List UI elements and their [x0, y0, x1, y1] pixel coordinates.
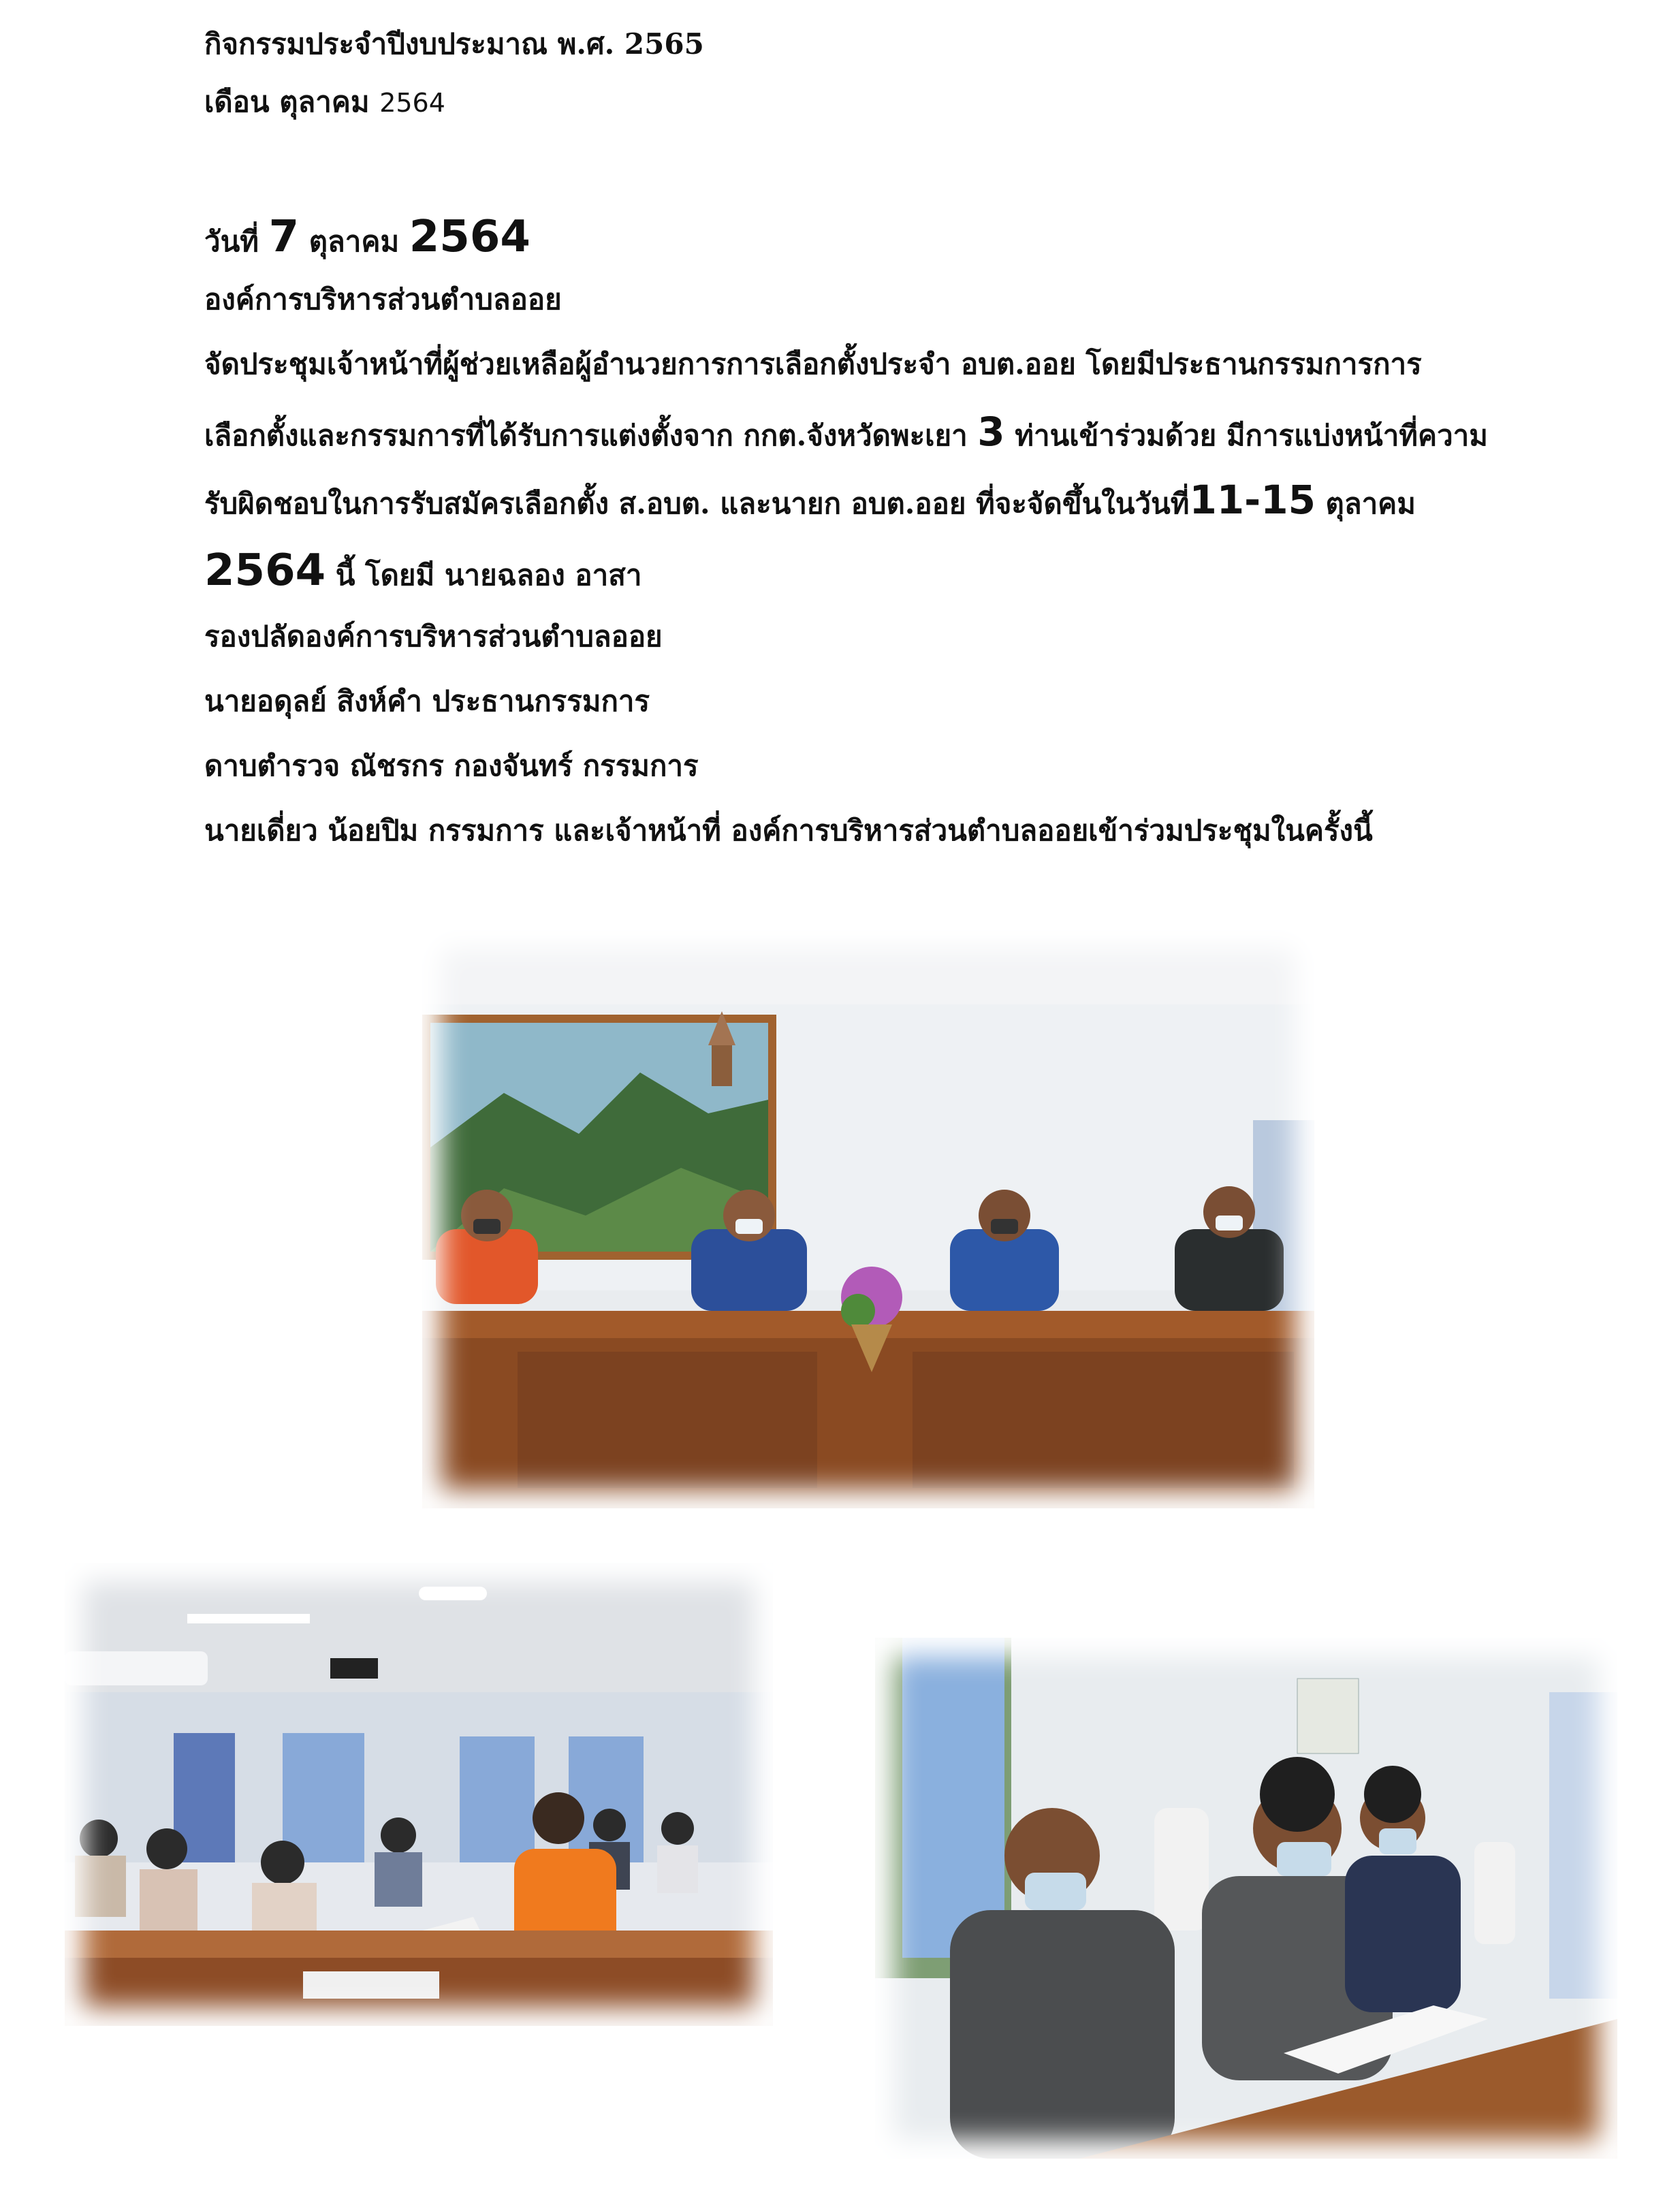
entry-date: [204, 211, 530, 264]
body-line-4: [204, 545, 641, 597]
body-line-2: [204, 409, 1488, 456]
month-line: [204, 85, 445, 119]
date-year: 2564: [409, 212, 530, 262]
meeting-attendees-photo: [65, 1563, 773, 2026]
body-line-2-num: 3: [977, 409, 1005, 455]
body-line-5: รองปลัดองค์การบริหารส่วนตำบลออย: [204, 620, 663, 653]
month-label: เดือน ตุลาคม: [204, 85, 380, 118]
meeting-head-table-image: [422, 930, 1314, 1508]
body-line-3: [204, 477, 1416, 524]
body-line-1: จัดประชุมเจ้าหน้าที่ผู้ช่วยเหลือผู้อำนวยการการเลือกตั้งประจำ อบต.ออย โดยมีประธานกรรมการการ: [204, 347, 1422, 381]
attendees-closeup-photo: [875, 1638, 1617, 2159]
body-line-4-num: 2564: [204, 545, 326, 596]
program-title: กิจกรรมประจำปีงบประมาณ พ.ศ. 2565: [204, 27, 704, 61]
date-month: ตุลาคม: [299, 225, 409, 258]
body-line-6: นายอดุลย์ สิงห์คำ ประธานกรรมการ: [204, 684, 650, 718]
date-prefix: วันที่: [204, 225, 269, 258]
body-line-3-num: 11-15: [1189, 477, 1316, 523]
date-day: 7: [268, 212, 300, 262]
body-line-7: ดาบตำรวจ ณัชรกร กองจันทร์ กรรมการ: [204, 749, 699, 782]
meeting-attendees-image: [65, 1563, 773, 2026]
body-line-3-a: รับผิดชอบในการรับสมัครเลือกตั้ง ส.อบต. และนายก อบต.ออย ที่จะจัดขึ้นในวันที่: [204, 487, 1190, 520]
attendees-closeup-image: [875, 1638, 1617, 2159]
organization-name: องค์การบริหารส่วนตำบลออย: [204, 283, 562, 316]
month-year: 2564: [379, 88, 445, 118]
body-line-2-b: ท่านเข้าร่วมด้วย มีการแบ่งหน้าที่ความ: [1004, 419, 1488, 452]
body-line-2-a: เลือกตั้งและกรรมการที่ได้รับการแต่งตั้งจาก กกต.จังหวัดพะเยา: [204, 419, 978, 452]
body-line-4-b: นี้ โดยมี นายฉลอง อาสา: [326, 558, 642, 592]
meeting-head-table-photo: [422, 930, 1314, 1508]
body-line-8: นายเดี่ยว น้อยปิม กรรมการ และเจ้าหน้าที่ องค์การบริหารส่วนตำบลออยเข้าร่วมประชุมในครั้งนี้: [204, 814, 1373, 847]
body-line-3-b: ตุลาคม: [1315, 487, 1416, 520]
